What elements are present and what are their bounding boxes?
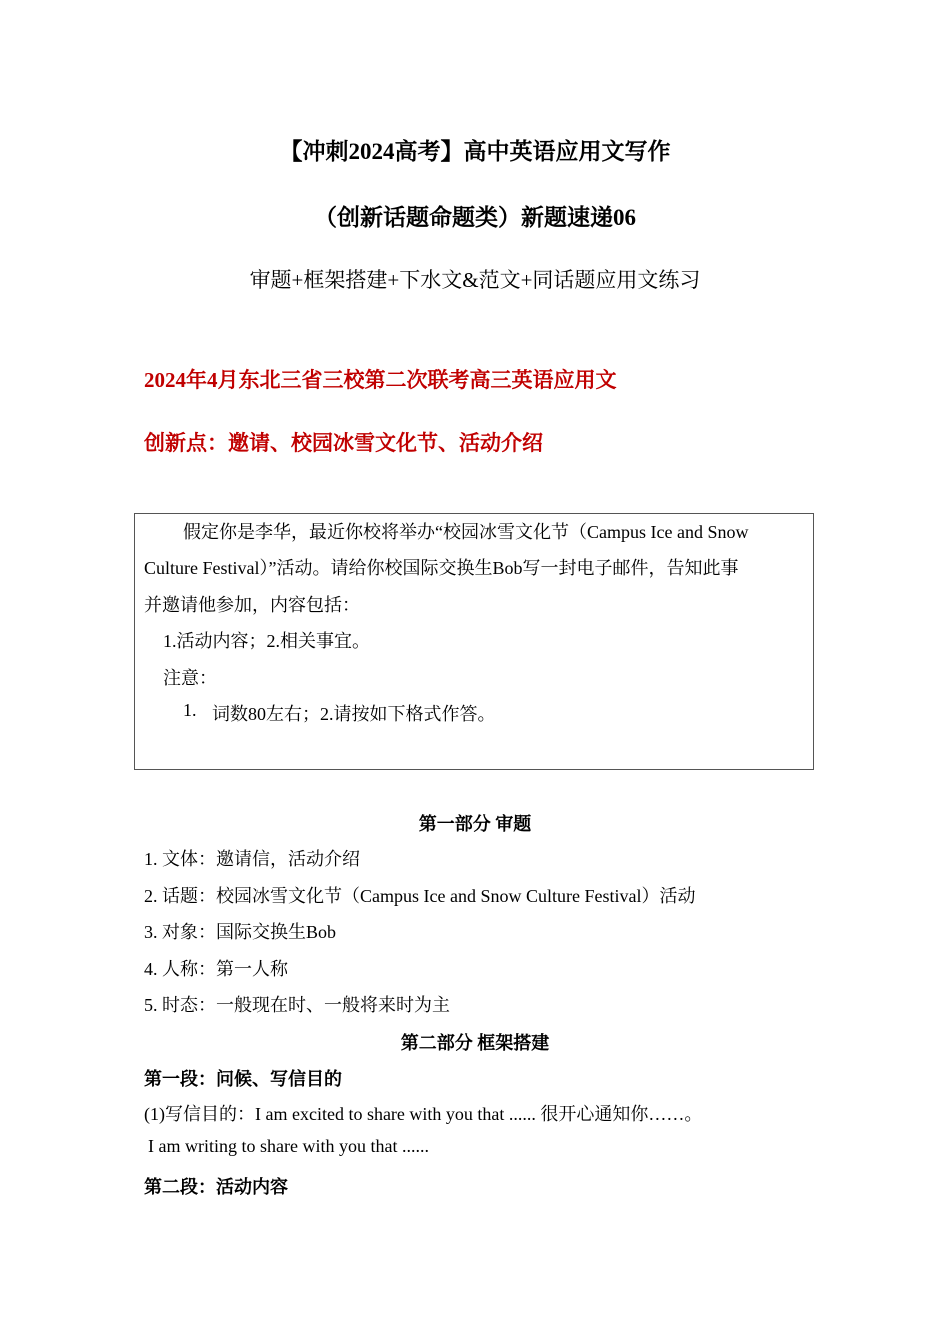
page-title: 【冲刺2024高考】高中英语应用文写作 — [279, 139, 671, 164]
innovation-points: 创新点：邀请、校园冰雪文化节、活动介绍 — [144, 431, 543, 455]
purpose-alt-line: I am writing to share with you that ...... — [148, 1136, 429, 1156]
review-item: 5. 时态：一般现在时、一般将来时为主 — [144, 995, 450, 1015]
review-item: 2. 话题：校园冰雪文化节（Campus Ice and Snow Culture Festival）活动 — [144, 886, 696, 906]
page-subtitle: （创新话题命题类）新题速递06 — [314, 205, 636, 230]
note-label: 注意： — [163, 668, 217, 688]
review-item: 4. 人称：第一人称 — [144, 959, 288, 979]
page-description: 审题+框架搭建+下水文&范文+同话题应用文练习 — [249, 268, 701, 292]
task-line: 1.活动内容；2.相关事宜。 — [163, 631, 370, 651]
task-line: 并邀请他参加，内容包括： — [144, 595, 360, 615]
section-heading-review: 第一部分 审题 — [418, 814, 532, 834]
paragraph2-label: 第二段：活动内容 — [144, 1177, 288, 1197]
paragraph1-label: 第一段：问候、写信目的 — [144, 1069, 342, 1089]
task-line: Culture Festival）”活动。请给你校国际交换生Bob写一封电子邮件，告知此事 — [144, 558, 739, 578]
note-item-number: 1. — [183, 700, 197, 720]
purpose-line: (1)写信目的：I am excited to share with you that ...... 很开心通知你……。 — [144, 1104, 703, 1124]
task-line: 假定你是李华，最近你校将举办“校园冰雪文化节（Campus Ice and Snow — [183, 522, 749, 542]
section-heading-framework: 第二部分 框架搭建 — [400, 1033, 550, 1053]
review-item: 1. 文体：邀请信，活动介绍 — [144, 849, 360, 869]
review-item: 3. 对象：国际交换生Bob — [144, 922, 337, 942]
note-item-text: 词数80左右；2.请按如下格式作答。 — [212, 704, 496, 724]
task-box — [134, 513, 814, 770]
exam-source: 2024年4月东北三省三校第二次联考高三英语应用文 — [144, 368, 617, 392]
